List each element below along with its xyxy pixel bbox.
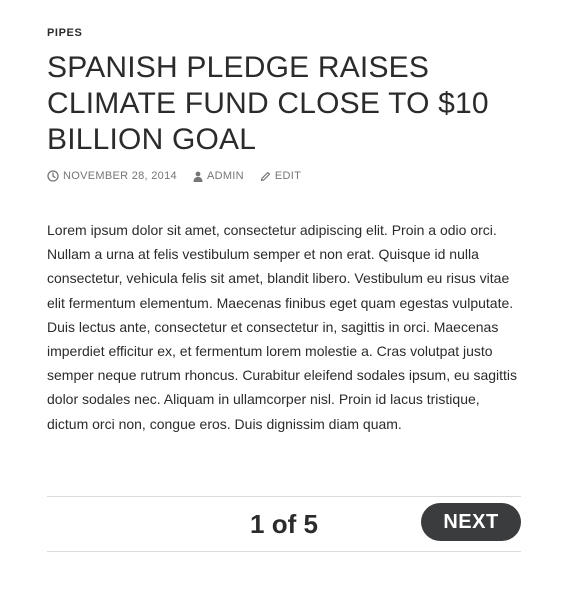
post-body: Lorem ipsum dolor sit amet, consectetur adipiscing elit. Proin a odio orci. Nullam a urna at felis vestibulum semper et non erat. Quisque id nulla consectetur, vehicula felis sit amet, blandit libero. Vestibulum eu risus vitae elit fermentum elementum. Maecenas finibus eget quam egestas vulputate. Duis lectus ante, consectetur et consectetur in, sagittis in orci. Maecenas imperdiet efficitur ex, et fermentum lorem molestie a. Cras volutpat justo semper neque rutrum rhoncus. Curabitur eleifend sodales ipsum, eu sagittis dolor sodales nec. Aliquam in ullamcorper nisl. Proin id lacus tristique, dictum orci non, congue eros. Duis dignissim diam quam. [47, 222, 518, 432]
post-title: SPANISH PLEDGE RAISES CLIMATE FUND CLOSE TO $10 BILLION GOAL [47, 51, 489, 156]
edit-link[interactable] [260, 169, 301, 183]
page-count: 1 of 5 [250, 509, 318, 539]
post-author: ADMIN [206, 170, 244, 182]
post-meta [47, 169, 317, 183]
next-button[interactable]: NEXT [421, 503, 521, 541]
category-link[interactable]: PIPES [47, 27, 83, 39]
clock-icon [47, 170, 59, 182]
post-date-link[interactable] [47, 169, 177, 183]
pencil-icon [260, 171, 271, 182]
pagination [47, 496, 521, 552]
post-date: NOVEMBER 28, 2014 [63, 170, 177, 182]
user-icon [193, 171, 203, 182]
post-author-link[interactable] [193, 169, 244, 183]
edit-label: EDIT [274, 170, 302, 182]
